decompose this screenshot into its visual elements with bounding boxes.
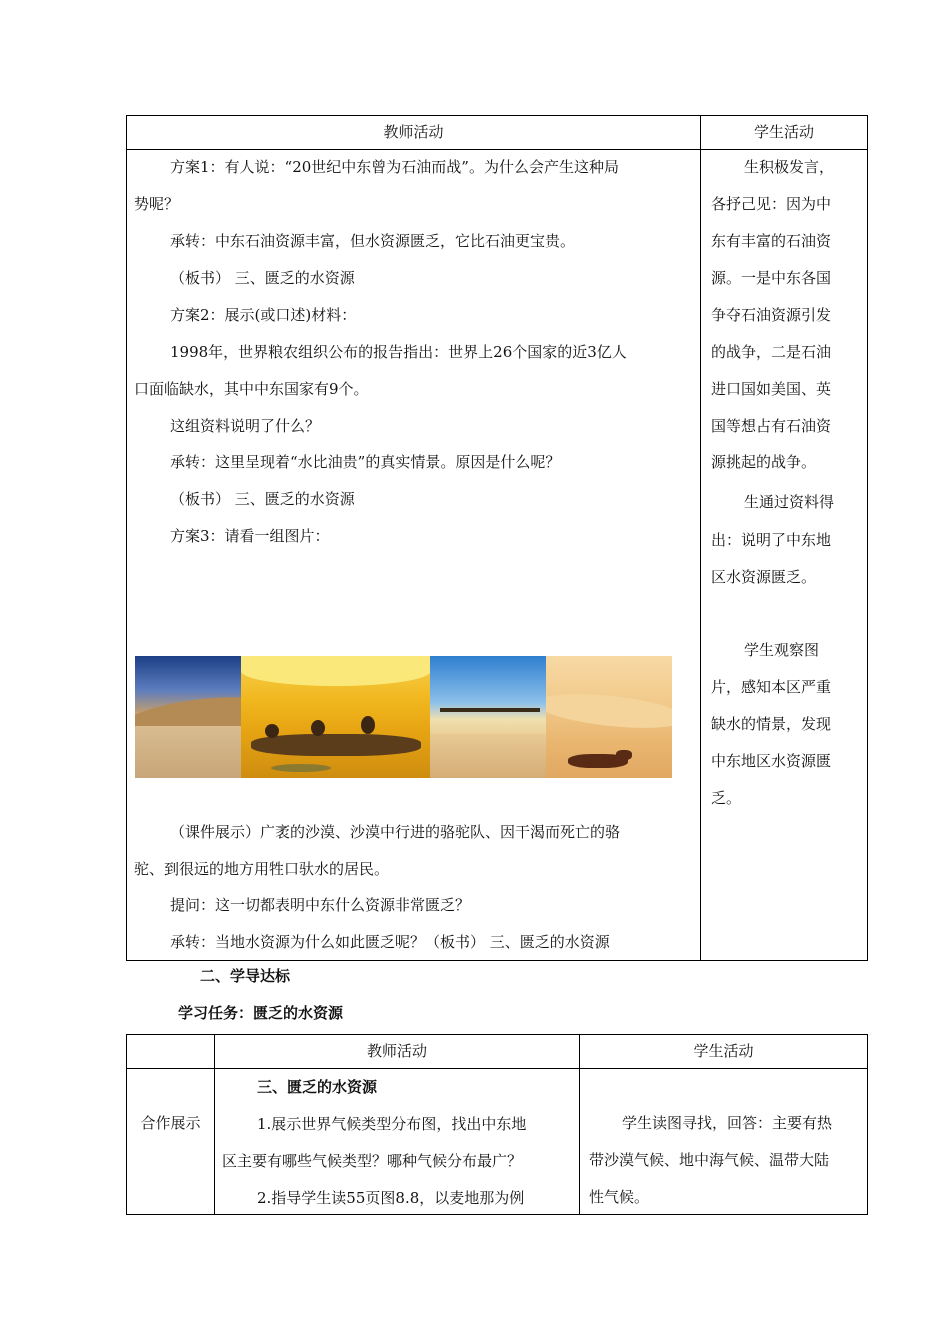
teacher-line: 提问：这一切都表明中东什么资源非常匮乏？	[170, 896, 471, 914]
student-line: 性气候。	[589, 1188, 650, 1206]
student-line: 中东地区水资源匮	[711, 752, 832, 770]
teacher-line: 驼、到很远的地方用牲口驮水的居民。	[134, 860, 390, 878]
student-line: 缺水的情景，发现	[711, 715, 832, 733]
row-label: 合作展示	[140, 1114, 201, 1132]
teacher-line: 方案3：请看一组图片：	[170, 527, 330, 545]
student-line: 各抒己见：因为中	[711, 195, 832, 213]
student-line: 生积极发言，	[744, 158, 835, 176]
student-line: 争夺石油资源引发	[711, 306, 832, 324]
teacher-line: 势呢？	[134, 195, 180, 213]
section-heading: 二、学导达标	[200, 967, 291, 985]
teacher-title: 三、匮乏的水资源	[257, 1078, 378, 1096]
header-teacher-activity-2: 教师活动	[366, 1042, 427, 1060]
student-line: 源。一是中东各国	[711, 269, 832, 287]
teacher-line: （板书） 三、匮乏的水资源	[170, 490, 355, 508]
student-line: 区水资源匮乏。	[711, 568, 817, 586]
student-line: 出：说明了中东地	[711, 531, 832, 549]
teacher-line: 2.指导学生读55页图8.8，以麦地那为例	[257, 1189, 525, 1207]
task-heading: 学习任务：匮乏的水资源	[178, 1004, 344, 1022]
camel-line-photo	[430, 656, 547, 778]
student-line: 生通过资料得	[744, 493, 835, 511]
teacher-line: 方案2：展示(或口述)材料：	[170, 306, 357, 324]
teacher-line: 口面临缺水，其中中东国家有9个。	[134, 380, 369, 398]
dead-camels-photo	[546, 656, 672, 778]
header-teacher-activity: 教师活动	[383, 123, 444, 141]
student-line: 学生观察图	[744, 641, 820, 659]
student-line: 的战争，二是石油	[711, 343, 832, 361]
student-line: 东有丰富的石油资	[711, 232, 832, 250]
teacher-line: 这组资料说明了什么？	[170, 417, 321, 435]
student-line: 乏。	[711, 789, 742, 807]
desert-dunes-photo	[135, 656, 243, 778]
teacher-line: 承转：这里呈现着“水比油贵”的真实情景。原因是什么呢？	[170, 453, 561, 471]
student-line: 片，感知本区严重	[711, 678, 832, 696]
teacher-line: 承转：中东石油资源丰富，但水资源匮乏，它比石油更宝贵。	[170, 232, 576, 250]
student-line: 国等想占有石油资	[711, 417, 832, 435]
teacher-line: 区主要有哪些气候类型？哪种气候分布最广？	[222, 1152, 523, 1170]
teacher-line: 承转：当地水资源为什么如此匮乏呢？（板书） 三、匮乏的水资源	[170, 933, 610, 951]
camel-caravan-photo	[241, 656, 431, 778]
header-student-activity: 学生活动	[753, 123, 814, 141]
student-line: 学生读图寻找，回答：主要有热	[622, 1114, 833, 1132]
teacher-line: 1.展示世界气候类型分布图，找出中东地	[257, 1115, 527, 1133]
student-line: 源挑起的战争。	[711, 453, 817, 471]
student-line: 带沙漠气候、地中海气候、温带大陆	[589, 1151, 830, 1169]
teacher-line: 1998年，世界粮农组织公布的报告指出：世界上26个国家的近3亿人	[170, 343, 627, 361]
student-line: 进口国如美国、英	[711, 380, 832, 398]
teacher-line: （课件展示）广袤的沙漠、沙漠中行进的骆驼队、因干渴而死亡的骆	[170, 823, 621, 841]
teacher-line: （板书） 三、匮乏的水资源	[170, 269, 355, 287]
header-student-activity-2: 学生活动	[693, 1042, 754, 1060]
teacher-line: 方案1：有人说：“20世纪中东曾为石油而战”。为什么会产生这种局	[170, 158, 619, 176]
